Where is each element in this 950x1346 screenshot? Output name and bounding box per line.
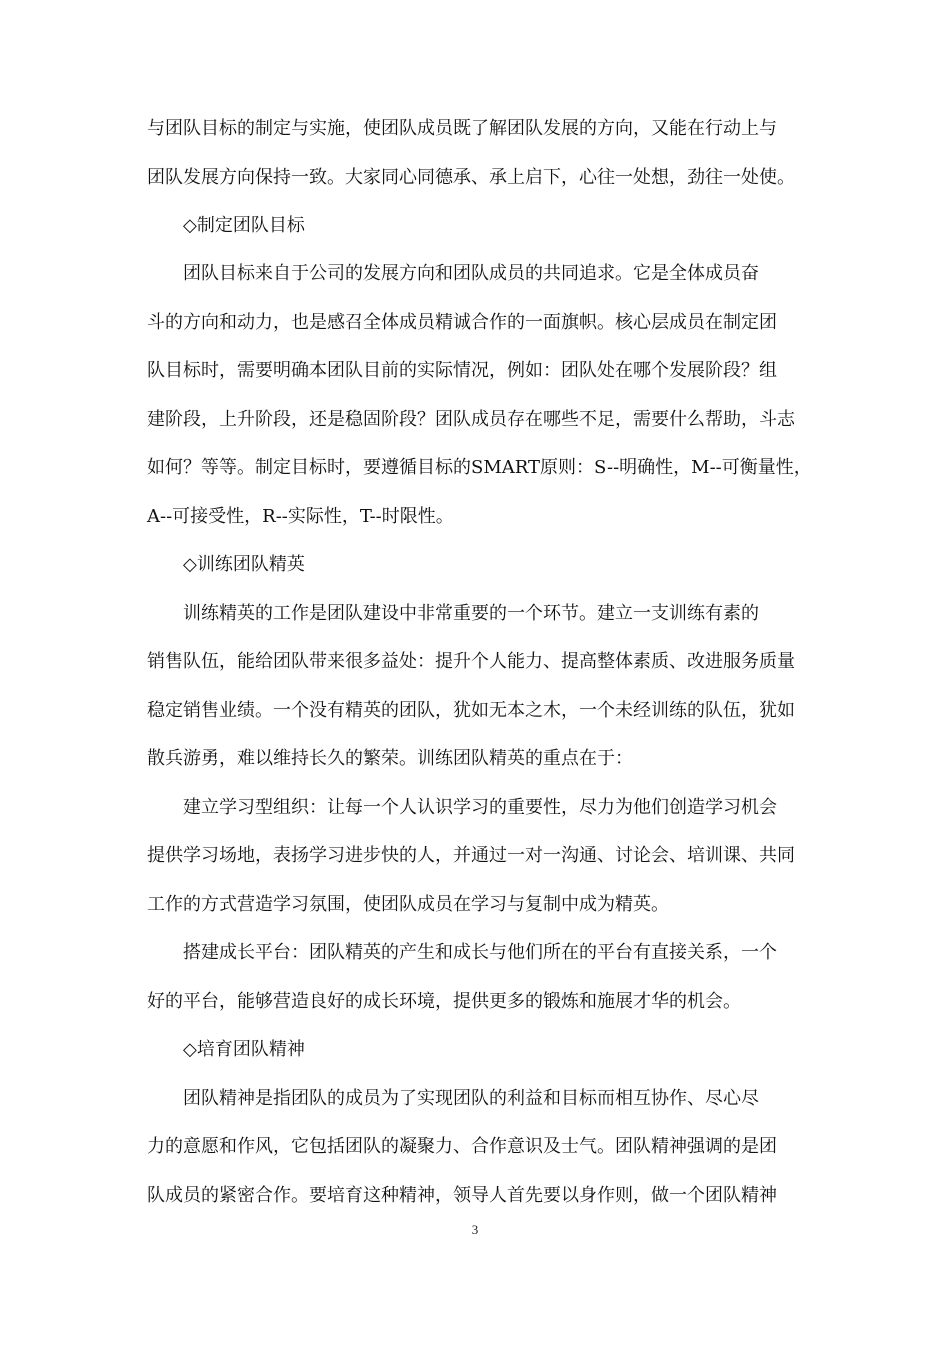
paragraph-line: 团队目标来自于公司的发展方向和团队成员的共同追求。它是全体成员奋: [183, 263, 759, 284]
paragraph-line: 与团队目标的制定与实施，使团队成员既了解团队发展的方向，又能在行动上与: [147, 118, 777, 139]
paragraph-line: 稳定销售业绩。一个没有精英的团队，犹如无本之木，一个未经训练的队伍，犹如: [147, 700, 795, 721]
paragraph-line: 销售队伍，能给团队带来很多益处：提升个人能力、提高整体素质、改进服务质量: [147, 651, 795, 672]
paragraph-line: 训练精英的工作是团队建设中非常重要的一个环节。建立一支训练有素的: [183, 603, 759, 624]
paragraph-line: 好的平台，能够营造良好的成长环境，提供更多的锻炼和施展才华的机会。: [147, 991, 741, 1012]
paragraph-line: 建阶段，上升阶段，还是稳固阶段？团队成员存在哪些不足，需要什么帮助，斗志: [147, 409, 795, 430]
paragraph-line: 队成员的紧密合作。要培育这种精神，领导人首先要以身作则，做一个团队精神: [147, 1185, 777, 1206]
paragraph-line: 团队发展方向保持一致。大家同心同德承、承上启下，心往一处想，劲往一处使。: [147, 167, 795, 188]
page-number: 3: [471, 1222, 479, 1237]
paragraph-line: 力的意愿和作风，它包括团队的凝聚力、合作意识及士气。团队精神强调的是团: [147, 1136, 777, 1157]
paragraph-line: 提供学习场地，表扬学习进步快的人，并通过一对一沟通、讨论会、培训课、共同: [147, 845, 795, 866]
paragraph-line: 散兵游勇，难以维持长久的繁荣。训练团队精英的重点在于：: [147, 748, 633, 769]
paragraph-line: 斗的方向和动力，也是感召全体成员精诚合作的一面旗帜。核心层成员在制定团: [147, 312, 777, 333]
paragraph-line: 团队精神是指团队的成员为了实现团队的利益和目标而相互协作、尽心尽: [183, 1088, 759, 1109]
paragraph-line: 如何？等等。制定目标时，要遵循目标的SMART原则：S--明确性，M--可衡量性，: [147, 457, 812, 478]
paragraph-line: 搭建成长平台：团队精英的产生和成长与他们所在的平台有直接关系，一个: [183, 942, 777, 963]
paragraph-line: 建立学习型组织：让每一个人认识学习的重要性，尽力为他们创造学习机会: [183, 797, 777, 818]
paragraph-line: A--可接受性，R--实际性，T--时限性。: [147, 506, 454, 527]
section-heading: ◇训练团队精英: [183, 554, 305, 575]
section-heading: ◇制定团队目标: [183, 215, 305, 236]
paragraph-line: 工作的方式营造学习氛围，使团队成员在学习与复制中成为精英。: [147, 894, 669, 915]
section-heading: ◇培育团队精神: [183, 1039, 305, 1060]
paragraph-line: 队目标时，需要明确本团队目前的实际情况，例如：团队处在哪个发展阶段？组: [147, 360, 777, 381]
